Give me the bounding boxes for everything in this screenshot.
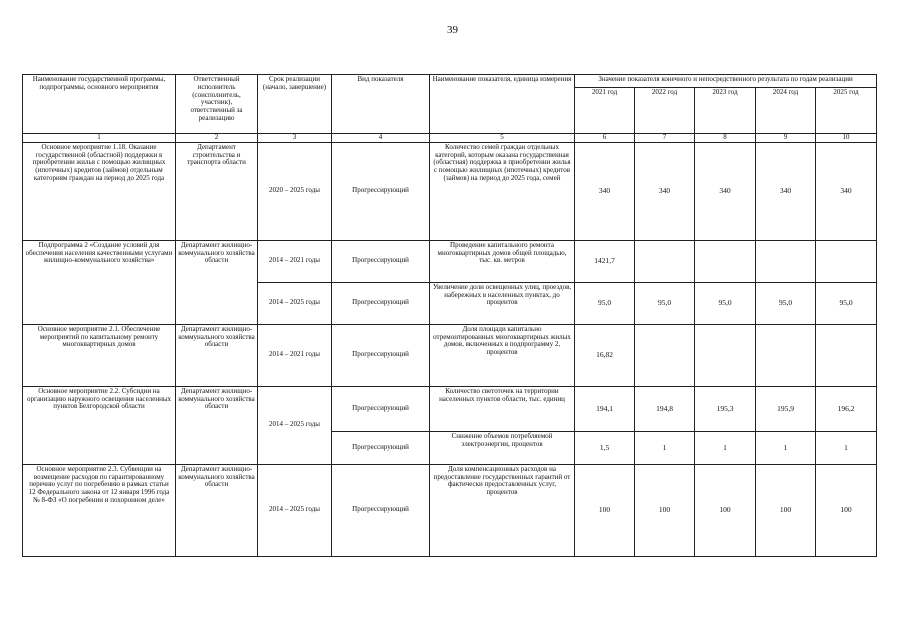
header-executor: Ответственный исполнитель (соисполнитель, участник), ответственный за реализацию [176, 75, 258, 134]
value-cell: 340 [635, 142, 695, 240]
value-cell: 194,8 [635, 386, 695, 431]
header-year: 2024 год [756, 88, 816, 134]
value-cell: 95,0 [816, 282, 877, 324]
value-cell: 194,1 [575, 386, 635, 431]
period: 2020 – 2025 годы [258, 142, 332, 240]
table-row [23, 324, 877, 386]
value-cell: 1421,7 [575, 240, 635, 282]
executor-name: Департамент жилищно-коммунального хозяйства области [176, 240, 258, 324]
indicator-type: Прогрессирующий [332, 431, 430, 464]
value-cell [695, 324, 756, 386]
column-number: 8 [695, 134, 756, 143]
indicator-name: Доля компенсационных расходов на предоставление государственных гарантий от фактически предоставленных услуг, процентов [430, 464, 575, 556]
value-cell: 1 [816, 431, 877, 464]
executor-name: Департамент жилищно-коммунального хозяйства области [176, 324, 258, 386]
program-name: Основное мероприятие 2.2. Субсидии на организацию наружного освещения населенных пунктов Белгородской области [23, 386, 176, 464]
value-cell [635, 240, 695, 282]
value-cell: 100 [695, 464, 756, 556]
indicator-name: Количество светоточек на территории населенных пунктов области, тыс. единиц [430, 386, 575, 431]
value-cell: 1 [635, 431, 695, 464]
value-cell [635, 324, 695, 386]
indicator-name: Снижение объемов потребляемой электроэнергии, процентов [430, 431, 575, 464]
page-number: 39 [447, 24, 458, 36]
header-year: 2023 год [695, 88, 756, 134]
column-number: 3 [258, 134, 332, 143]
header-indicator-name: Наименование показателя, единица измерения [430, 75, 575, 134]
value-cell: 195,9 [756, 386, 816, 431]
program-name: Основное мероприятие 1.18. Оказание государственной (областной) поддержки в приобретении жилья с помощью жилищных (ипотечных) кредитов (займов) отдельным категориям граждан на период до 2025 года [23, 142, 176, 240]
column-number: 2 [176, 134, 258, 143]
value-cell [695, 240, 756, 282]
value-cell: 95,0 [695, 282, 756, 324]
indicators-table [22, 74, 877, 557]
column-number: 1 [23, 134, 176, 143]
value-cell: 95,0 [575, 282, 635, 324]
table-row [23, 142, 877, 240]
header-period: Срок реализации (начало, завершение) [258, 75, 332, 134]
value-cell: 100 [635, 464, 695, 556]
program-name: Основное мероприятие 2.1. Обеспечение мероприятий по капитальному ремонту многоквартирных домов [23, 324, 176, 386]
value-cell: 195,3 [695, 386, 756, 431]
executor-name: Департамент жилищно-коммунального хозяйства области [176, 464, 258, 556]
header-indicator-type: Вид показателя [332, 75, 430, 134]
value-cell: 340 [575, 142, 635, 240]
value-cell: 196,2 [816, 386, 877, 431]
value-cell: 95,0 [635, 282, 695, 324]
period: 2014 – 2025 годы [258, 282, 332, 324]
table-row [23, 464, 877, 556]
table-row [23, 386, 877, 431]
value-cell [816, 240, 877, 282]
column-number: 5 [430, 134, 575, 143]
indicator-name: Количество семей граждан отдельных категорий, которым оказана государственная (областная) поддержка в приобретении жилья с помощью жилищных (ипотечных) кредитов (займов) на период до 2025 года, семей [430, 142, 575, 240]
header-program: Наименование государственной программы, подпрограммы, основного мероприятия [23, 75, 176, 134]
column-number: 9 [756, 134, 816, 143]
value-cell [816, 324, 877, 386]
program-name: Основное мероприятие 2.3. Субвенции на возмещение расходов по гарантированному перечню услуг по погребению в рамках статьи 12 Федерального закона от 12 января 1996 года № 8-ФЗ «О погребении и похоронном деле» [23, 464, 176, 556]
program-name: Подпрограмма 2 «Создание условий для обеспечения населения качественными услугами жилищно-коммунального хозяйства» [23, 240, 176, 324]
value-cell [756, 324, 816, 386]
value-cell: 100 [816, 464, 877, 556]
header-year: 2022 год [635, 88, 695, 134]
value-cell: 1,5 [575, 431, 635, 464]
value-cell: 16,82 [575, 324, 635, 386]
column-number: 10 [816, 134, 877, 143]
value-cell: 340 [756, 142, 816, 240]
executor-name: Департамент строительства и транспорта области [176, 142, 258, 240]
table-row [23, 240, 877, 282]
period: 2014 – 2021 годы [258, 324, 332, 386]
indicator-type: Прогрессирующий [332, 464, 430, 556]
indicator-type: Прогрессирующий [332, 282, 430, 324]
column-number: 4 [332, 134, 430, 143]
indicator-type: Прогрессирующий [332, 142, 430, 240]
indicator-type: Прогрессирующий [332, 386, 430, 431]
column-number: 6 [575, 134, 635, 143]
indicator-name: Доля площади капитально отремонтированных многоквартирных жилых домов, включенных в подпрограмму 2, процентов [430, 324, 575, 386]
executor-name: Департамент жилищно-коммунального хозяйства области [176, 386, 258, 464]
indicator-name: Проведение капитального ремонта многоквартирных домов общей площадью, тыс. кв. метров [430, 240, 575, 282]
indicator-type: Прогрессирующий [332, 240, 430, 282]
header-values-group: Значение показателя конечного и непосредственного результата по годам реализации [575, 75, 877, 88]
value-cell [756, 240, 816, 282]
value-cell: 95,0 [756, 282, 816, 324]
period: 2014 – 2025 годы [258, 464, 332, 556]
header-year: 2025 год [816, 88, 877, 134]
value-cell: 340 [816, 142, 877, 240]
column-number: 7 [635, 134, 695, 143]
value-cell: 340 [695, 142, 756, 240]
value-cell: 1 [756, 431, 816, 464]
header-year: 2021 год [575, 88, 635, 134]
value-cell: 100 [575, 464, 635, 556]
period: 2014 – 2025 годы [258, 386, 332, 464]
indicator-type: Прогрессирующий [332, 324, 430, 386]
period: 2014 – 2021 годы [258, 240, 332, 282]
value-cell: 100 [756, 464, 816, 556]
value-cell: 1 [695, 431, 756, 464]
indicator-name: Увеличение доли освещенных улиц, проездов, набережных в населенных пунктах, до процентов [430, 282, 575, 324]
